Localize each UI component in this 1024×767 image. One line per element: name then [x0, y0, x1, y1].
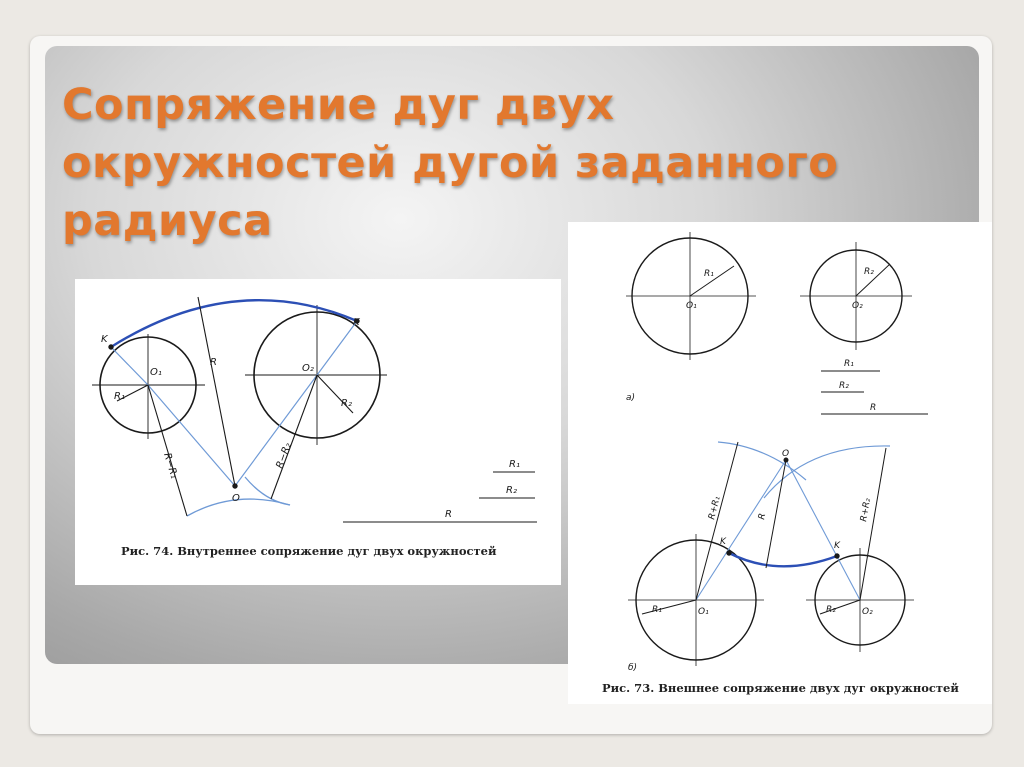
b-radius-r1 [642, 600, 696, 614]
b-label-o2: O₂ [862, 607, 873, 617]
b-label-k-left: K [720, 537, 726, 547]
b-label-o1: O₁ [698, 607, 709, 617]
title-line-1: Сопряжение дуг двух [62, 80, 615, 130]
a-label-o1: O₁ [686, 301, 697, 311]
figure-internal-tangency [75, 279, 561, 585]
point-o [233, 484, 237, 488]
label-o: O [232, 493, 240, 504]
figure-external-tangency [568, 222, 992, 704]
b-point-k-left [727, 551, 731, 555]
b-construction-arc-1 [718, 442, 806, 480]
b-label-o: O [782, 449, 790, 459]
label-r1: R₁ [114, 391, 125, 402]
b-dim-r-plus-r2 [860, 448, 886, 600]
a-legend-label-r: R [870, 403, 877, 413]
label-r2: R₂ [341, 398, 352, 409]
label-k-left: K [101, 334, 108, 345]
a-legend-label-r1: R₁ [844, 359, 854, 369]
label-part-a: а) [626, 393, 636, 403]
title-line-3: радиуса [62, 196, 273, 246]
label-r-big: R [210, 357, 217, 368]
legend-label-r2: R₂ [506, 485, 517, 496]
b-label-k-right: K [834, 541, 840, 551]
b-label-r-plus-r2: R+R₂ [859, 497, 874, 523]
b-label-r: R [757, 512, 769, 521]
b-dim-r-plus-r1 [696, 442, 738, 600]
legend-label-r: R [445, 509, 452, 520]
radius-r-line [198, 297, 235, 486]
dim-r-minus-r1 [148, 385, 187, 516]
b-label-r2: R₂ [826, 605, 836, 615]
point-k-left [109, 345, 113, 349]
label-k-right: K [353, 317, 360, 328]
internal-tangency-drawing [75, 279, 561, 585]
label-o1: O₁ [150, 367, 162, 378]
caption-fig-74: Рис. 74. Внутреннее сопряжение дуг двух окружностей [121, 544, 497, 558]
label-o2: O₂ [302, 363, 314, 374]
line-k-o [235, 321, 357, 486]
b-point-k-right [835, 554, 839, 558]
title-line-2: окружностей дугой заданного [62, 138, 839, 188]
label-r-minus-r2: R−R₂ [274, 441, 294, 471]
b-label-r1: R₁ [652, 605, 662, 615]
b-tangent-arc-r [729, 553, 837, 566]
external-tangency-drawing [568, 222, 992, 704]
label-part-b: б) [628, 663, 638, 673]
a-label-o2: O₂ [852, 301, 863, 311]
label-r-minus-r1: R−R₁ [161, 451, 180, 481]
a-label-r1: R₁ [704, 269, 714, 279]
a-legend-label-r2: R₂ [839, 381, 849, 391]
caption-fig-73: Рис. 73. Внешнее сопряжение двух дуг окружностей [602, 681, 959, 695]
legend-label-r1: R₁ [509, 459, 520, 470]
b-line-o1-o [696, 460, 786, 600]
b-line-o2-o [786, 460, 860, 600]
b-label-r-plus-r1: R+R₁ [707, 495, 723, 521]
a-label-r2: R₂ [864, 267, 874, 277]
line-o1-o [148, 385, 235, 486]
line-k-o1 [111, 347, 148, 385]
